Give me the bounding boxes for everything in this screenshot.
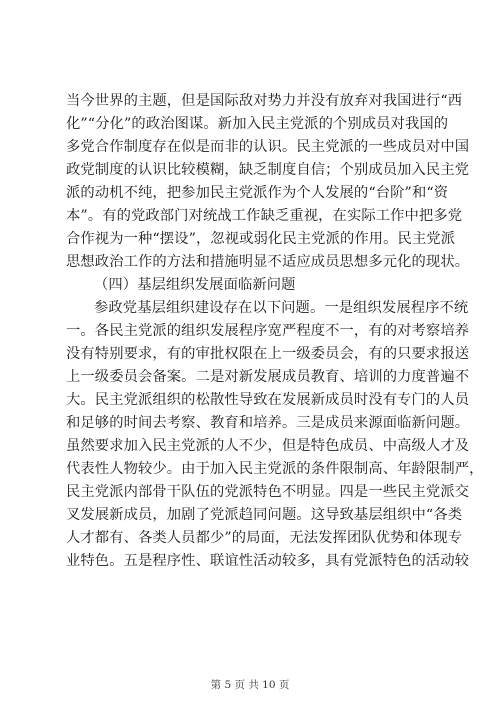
text-line: 代表性人物较少。由于加入民主党派的条件限制高、年龄限制严， — [66, 461, 484, 477]
text-line: 大。民主党派组织的松散性导致在发展新成员时没有专门的人员 — [66, 392, 470, 408]
text-line: 虽然要求加入民主党派的人不少，但是特色成员、中高级人才及 — [66, 438, 470, 454]
text-line: 思想政治工作的方法和措施明显不适应成员思想多元化的现状。 — [66, 254, 470, 270]
text-line: 和足够的时间去考察、教育和培养。三是成员来源面临新问题。 — [66, 415, 470, 431]
text-line: 当今世界的主题，但是国际敌对势力并没有放弃对我国进行“西 — [66, 93, 463, 109]
text-line: 叉发展新成员，加剧了党派趋同问题。这导致基层组织中“各类 — [66, 507, 463, 523]
text-line: 本”。有的党政部门对统战工作缺乏重视，在实际工作中把多党 — [66, 208, 463, 224]
text-line: 多党合作制度存在似是而非的认识。民主党派的一些成员对中国 — [66, 139, 470, 155]
text-line: 民主党派内部骨干队伍的党派特色不明显。四是一些民主党派交 — [66, 484, 470, 500]
text-line: 上一级委员会备案。二是对新发展成员教育、培训的力度普遍不 — [66, 369, 470, 385]
page-footer: 第 5 页 共 10 页 — [210, 679, 290, 691]
text-line: 政党制度的认识比较模糊，缺乏制度自信；个别成员加入民主党 — [66, 162, 470, 178]
text-line: 派的动机不纯，把参加民主党派作为个人发展的“台阶”和“资 — [66, 185, 449, 201]
section-heading: （四）基层组织发展面临新问题 — [94, 277, 296, 293]
text-line: 业特色。五是程序性、联谊性活动较多，具有党派特色的活动较 — [66, 553, 470, 569]
text-line: 化”“分化”的政治图谋。新加入民主党派的个别成员对我国的 — [66, 116, 449, 132]
text-line: 人才都有、各类人员都少”的局面，无法发挥团队优势和体现专 — [66, 530, 463, 546]
text-line: 没有特别要求，有的审批权限在上一级委员会，有的只要求报送 — [66, 346, 470, 362]
paragraph-start: 参政党基层组织建设存在以下问题。一是组织发展程序不统 — [94, 300, 469, 316]
body-text — [66, 90, 484, 573]
text-line: 一。各民主党派的组织发展程序宽严程度不一，有的对考察培养 — [66, 323, 470, 339]
text-line: 合作视为一种“摆设”，忽视或弱化民主党派的作用。民主党派 — [66, 231, 456, 247]
